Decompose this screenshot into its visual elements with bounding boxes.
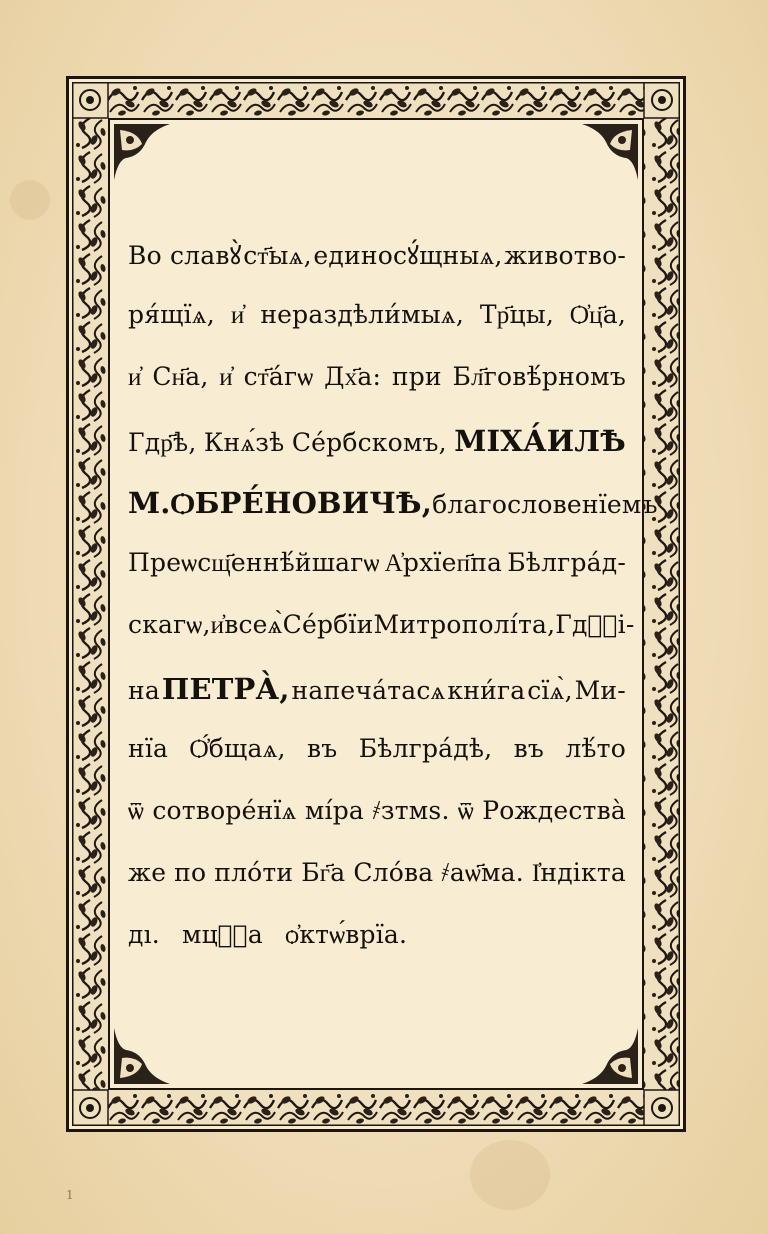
text-line bbox=[128, 486, 658, 548]
text-word: мі́ра bbox=[304, 796, 365, 825]
text-word: Се́рбїи bbox=[282, 610, 374, 639]
text-line bbox=[128, 858, 626, 920]
text-word: Ѻ҆ц҃а, bbox=[569, 300, 626, 329]
text-word: животво- bbox=[504, 241, 626, 270]
text-word: А҆рхїеп҃па bbox=[384, 548, 503, 577]
text-word: въ bbox=[307, 734, 338, 763]
text-word: скагѡ, bbox=[128, 610, 211, 639]
text-word: Во славꙋ̀ bbox=[128, 241, 242, 270]
text-word: на bbox=[128, 676, 160, 705]
text-word: І҆ндікта bbox=[531, 858, 626, 887]
text-word: и҆ bbox=[210, 610, 225, 639]
text-word: Ми- bbox=[574, 676, 626, 705]
paper-stain bbox=[470, 1140, 550, 1210]
text-line bbox=[128, 610, 635, 672]
text-word: ҂зтмѕ. bbox=[372, 796, 450, 825]
text-word: Гдр҃ѣ, bbox=[128, 428, 197, 457]
text-word: въ bbox=[513, 734, 544, 763]
text-word: и҆ bbox=[230, 300, 245, 329]
text-word: ѻ҆ктѡ́врїа. bbox=[284, 920, 408, 949]
text-word: ѿ bbox=[457, 796, 474, 825]
text-word: всеѧ̀ bbox=[224, 610, 283, 639]
corner-ornament-top-right bbox=[580, 122, 640, 182]
text-word: Тр҃цы, bbox=[479, 300, 554, 329]
text-word: Бѣлгра́д- bbox=[507, 548, 626, 577]
text-line bbox=[128, 796, 626, 858]
text-word: нераздѣли́мыѧ, bbox=[260, 300, 464, 329]
text-word: при bbox=[391, 362, 442, 391]
text-line bbox=[128, 238, 626, 300]
text-word: сїѧ̀, bbox=[527, 676, 573, 705]
text-word: Рождества̀ bbox=[482, 796, 626, 825]
text-word: М. bbox=[128, 486, 171, 520]
text-word: ПЕТРА̀, bbox=[161, 672, 290, 706]
text-line bbox=[128, 548, 626, 610]
text-word: Сн҃а, bbox=[152, 362, 209, 391]
dedication-text bbox=[128, 238, 658, 982]
text-word: Бѣлгра́дѣ, bbox=[358, 734, 493, 763]
text-word: Ѻ҆́бщаѧ, bbox=[189, 734, 286, 763]
text-word: лѣ́то bbox=[565, 734, 626, 763]
text-word: ѿ bbox=[128, 796, 145, 825]
text-word: благословенїемъ bbox=[432, 490, 658, 519]
text-word: нїа bbox=[128, 734, 169, 763]
text-line bbox=[128, 362, 626, 424]
text-word: кни́га bbox=[447, 676, 526, 705]
margin-mark: 1 bbox=[66, 1188, 74, 1202]
text-word: дı. bbox=[128, 920, 160, 949]
text-word: мцⷭ҇а bbox=[181, 920, 263, 949]
corner-ornament-bottom-right bbox=[580, 1026, 640, 1086]
text-word: и҆ bbox=[128, 362, 142, 391]
paper-stain bbox=[10, 180, 50, 220]
text-word: Преѡсщ҃еннѣ́йшагѡ bbox=[128, 548, 380, 577]
text-word: Кнѧ́зѣ bbox=[203, 428, 285, 457]
text-word: по bbox=[174, 858, 207, 887]
text-word: ря́щїѧ, bbox=[128, 300, 215, 329]
text-line bbox=[128, 672, 626, 734]
corner-ornament-top-left bbox=[112, 122, 172, 182]
text-line bbox=[128, 300, 626, 362]
text-word: Бл҃говѣ́рномъ bbox=[452, 362, 626, 391]
text-word: и҆ bbox=[219, 362, 233, 391]
text-word: пло́ти bbox=[214, 858, 294, 887]
text-word: единосꙋ́щныѧ, bbox=[313, 241, 503, 270]
text-word: Митрополі́та, bbox=[373, 610, 556, 639]
text-word: МІХА́ИЛѢ bbox=[454, 424, 626, 458]
text-word: ст҃а́гѡ bbox=[243, 362, 314, 391]
text-line bbox=[128, 734, 626, 796]
text-word: ѺБРЕ́НОВИЧѢ, bbox=[170, 486, 433, 520]
text-word: Се́рбскомъ, bbox=[291, 428, 447, 457]
text-word: Бг҃а bbox=[301, 858, 346, 887]
text-word: сотворе́нїѧ bbox=[152, 796, 297, 825]
text-word: напеча́тасѧ bbox=[291, 676, 446, 705]
text-word: ҂аѡ҃ма. bbox=[441, 858, 524, 887]
text-word: ст҃ыѧ, bbox=[243, 241, 312, 270]
text-word: Дх҃а: bbox=[324, 362, 382, 391]
text-line bbox=[128, 424, 626, 486]
text-word: Гдⷭ҇і- bbox=[555, 610, 635, 639]
text-word: Сло́ва bbox=[353, 858, 434, 887]
text-line bbox=[128, 920, 626, 982]
corner-ornament-bottom-left bbox=[112, 1026, 172, 1086]
text-word: же bbox=[128, 858, 167, 887]
